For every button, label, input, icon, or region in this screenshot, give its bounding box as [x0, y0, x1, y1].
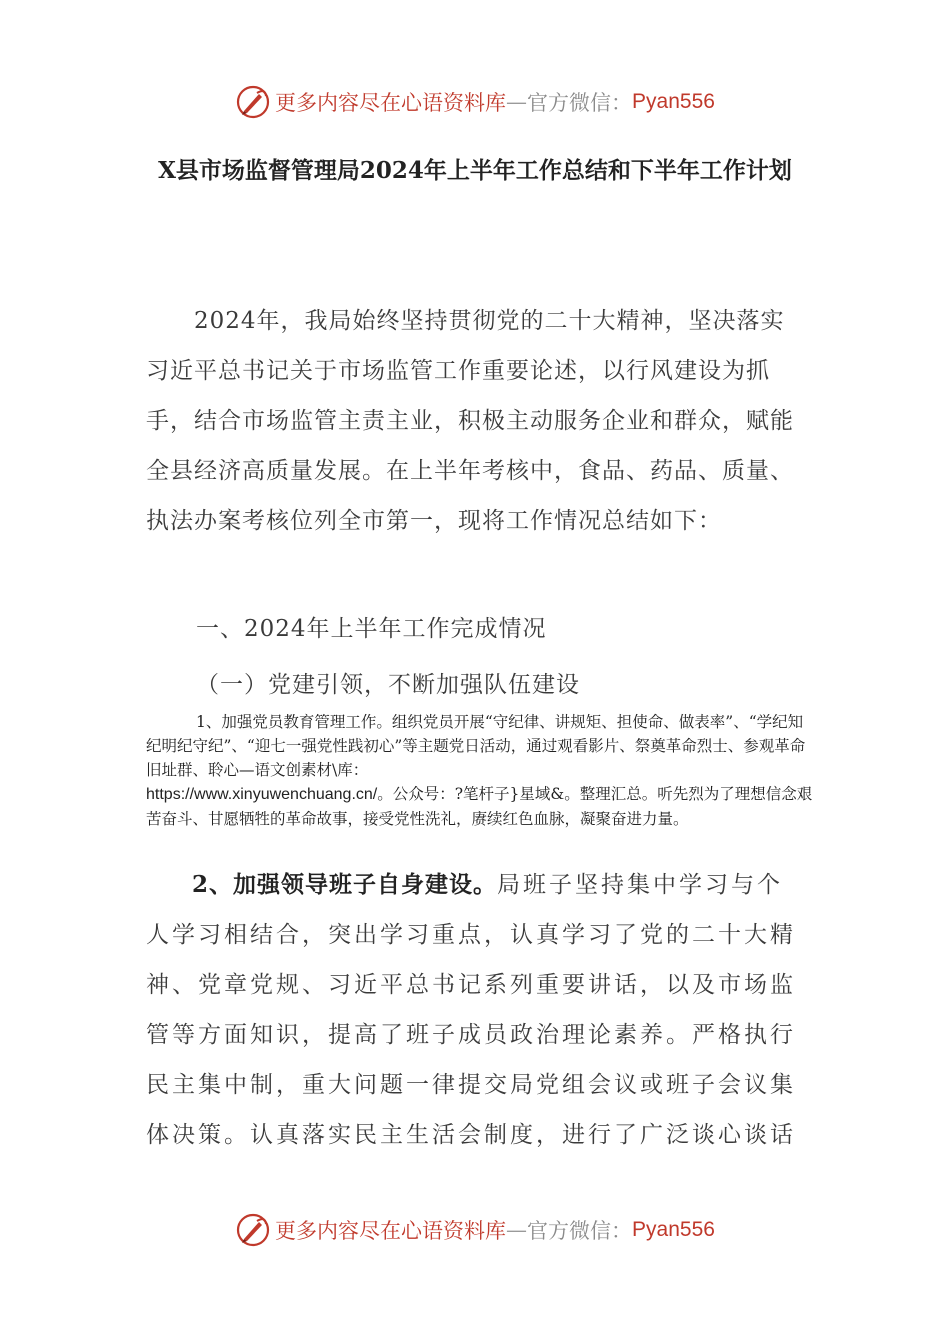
item-1-text-b: 。公众号：?笔杆子}星域&。整理汇总。听先烈为了理想信念艰苦奋斗、甘愿牺牲的革命故事，接受党性洗礼，赓续红色血脉，凝聚奋进力量。 [146, 785, 813, 828]
pen-logo-icon [235, 1212, 271, 1248]
item-1-url: https://www.xinyuwenchuang.cn/ [146, 786, 378, 803]
section-heading-1: 一、2024年上半年工作完成情况 [196, 616, 547, 642]
footer-banner [0, 1210, 950, 1250]
item-2-paragraph [146, 860, 808, 1160]
item-2-body: 局班子坚持集中学习与个人学习相结合，突出学习重点，认真学习了党的二十大精神、党章党规、习近平总书记系列重要讲话，以及市场监管等方面知识，提高了班子成员政治理论素养。严格执行民主集中制，重大问题一律提交局党组会议或班子会议集体决策。认真落实民主生活会制度，进行了广泛谈心谈话 [146, 872, 796, 1148]
banner-wechat-id: Pyan556 [632, 90, 715, 113]
pen-logo-icon [235, 84, 271, 120]
footer-banner-wechat-id: Pyan556 [632, 1218, 715, 1241]
footer-banner-separator: — [506, 1218, 528, 1242]
item-1-paragraph [146, 710, 816, 831]
document-title: X县市场监督管理局2024年上半年工作总结和下半年工作计划 [158, 157, 792, 184]
item-1-text-a: 1、加强党员教育管理工作。组织党员开展“守纪律、讲规矩、担使命、做表率”、“学纪知纪明纪守纪”、“迎七一强党性践初心”等主题党日活动，通过观看影片、祭奠革命烈士、参观革命旧址群、聆心—语文创素材\库： [146, 713, 806, 779]
item-2-lead: 2、加强领导班子自身建设。 [192, 871, 498, 898]
intro-paragraph: 2024年，我局始终坚持贯彻党的二十大精神，坚决落实习近平总书记关于市场监管工作重要论述，以行风建设为抓手，结合市场监管主责主业，积极主动服务企业和群众，赋能全县经济高质量发展。在上半年考核中，食品、药品、质量、执法办案考核位列全市第一，现将工作情况总结如下： [146, 308, 794, 534]
header-banner [0, 82, 950, 122]
footer-banner-wechat-label: 官方微信： [527, 1219, 633, 1243]
banner-wechat-label: 官方微信： [527, 91, 633, 115]
subsection-heading-1: （一）党建引领，不断加强队伍建设 [196, 672, 580, 698]
footer-banner-text: 更多内容尽在心语资料库 [275, 1219, 507, 1243]
banner-separator: — [506, 90, 528, 114]
banner-text: 更多内容尽在心语资料库 [275, 91, 507, 115]
